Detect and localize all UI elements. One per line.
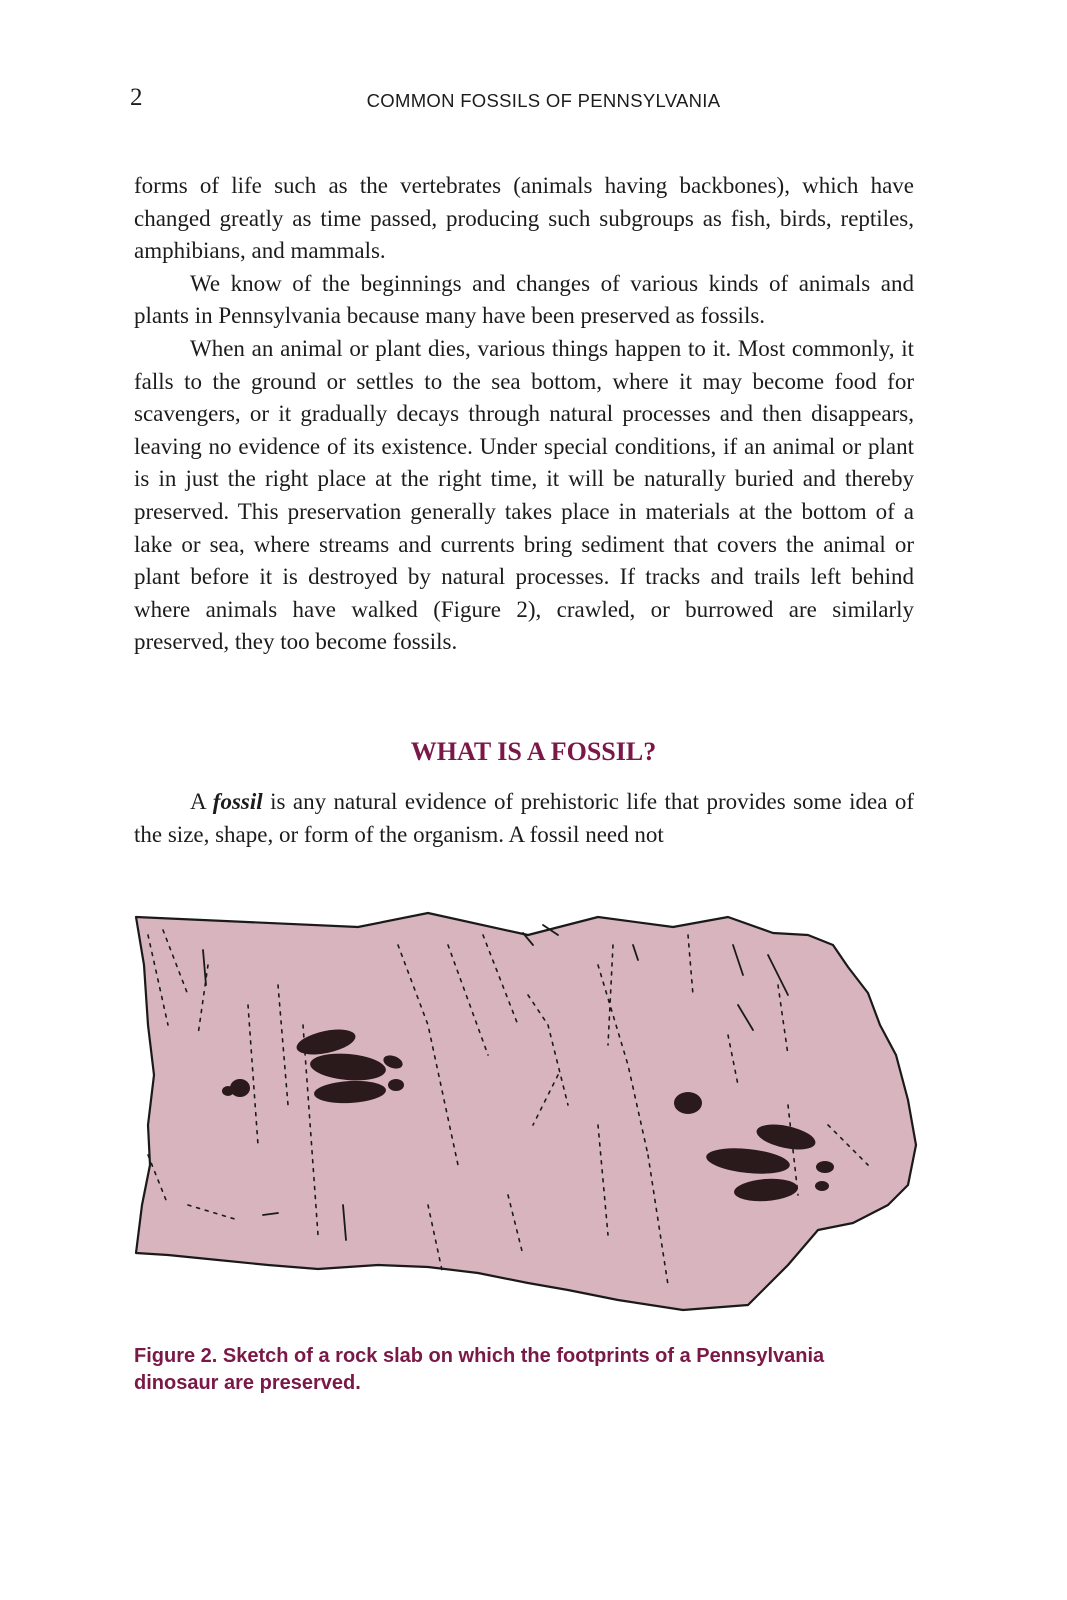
paragraph-2: We know of the beginnings and changes of various kinds of animals and plants in Pennsylvania because many have been preserved as fossils.	[134, 270, 914, 329]
section-heading: WHAT IS A FOSSIL?	[410, 737, 657, 766]
rock-slab-sketch	[128, 905, 928, 1325]
paragraph-3: When an animal or plant dies, various things happen to it. Most commonly, it falls to the ground or settles to the sea bottom, where it may become food for scavengers, or it gradually decays through natural processes and then disappears, leaving no evidence of its existence. Under special conditions, if an animal or plant is in just the right place at the right time, it will be naturally buried and thereby preserved. This preservation generally takes place in materials at the bottom of a lake or sea, where streams and currents bring sediment that covers the animal or plant before it is destroyed by natural processes. If tracks and trails left behind where animals have walked (Figure 2), crawled, or burrowed are similarly preserved, they too become fossils.	[134, 335, 914, 655]
rock-slab	[136, 913, 916, 1310]
figure-rock-slab	[128, 905, 928, 1325]
figure-caption: Figure 2. Sketch of a rock slab on which the footprints of a Pennsylvania dinosaur are preserved.	[134, 1345, 825, 1394]
fossil-term: fossil	[212, 789, 263, 814]
running-head: COMMON FOSSILS OF PENNSYLVANIA	[366, 90, 721, 111]
definition-paragraph	[134, 786, 914, 851]
body-text	[134, 170, 914, 659]
lead-word: A	[190, 789, 206, 814]
definition-text: is any natural evidence of prehistoric life that provides some idea of the size, shape, or form of the organism. A fossil need not	[134, 789, 915, 847]
paragraph-1: forms of life such as the vertebrates (animals having backbones), which have changed greatly as time passed, producing such subgroups as fish, birds, reptiles, amphibians, and mammals.	[134, 173, 914, 264]
page-number: 2	[130, 84, 143, 111]
section-body	[134, 786, 914, 851]
